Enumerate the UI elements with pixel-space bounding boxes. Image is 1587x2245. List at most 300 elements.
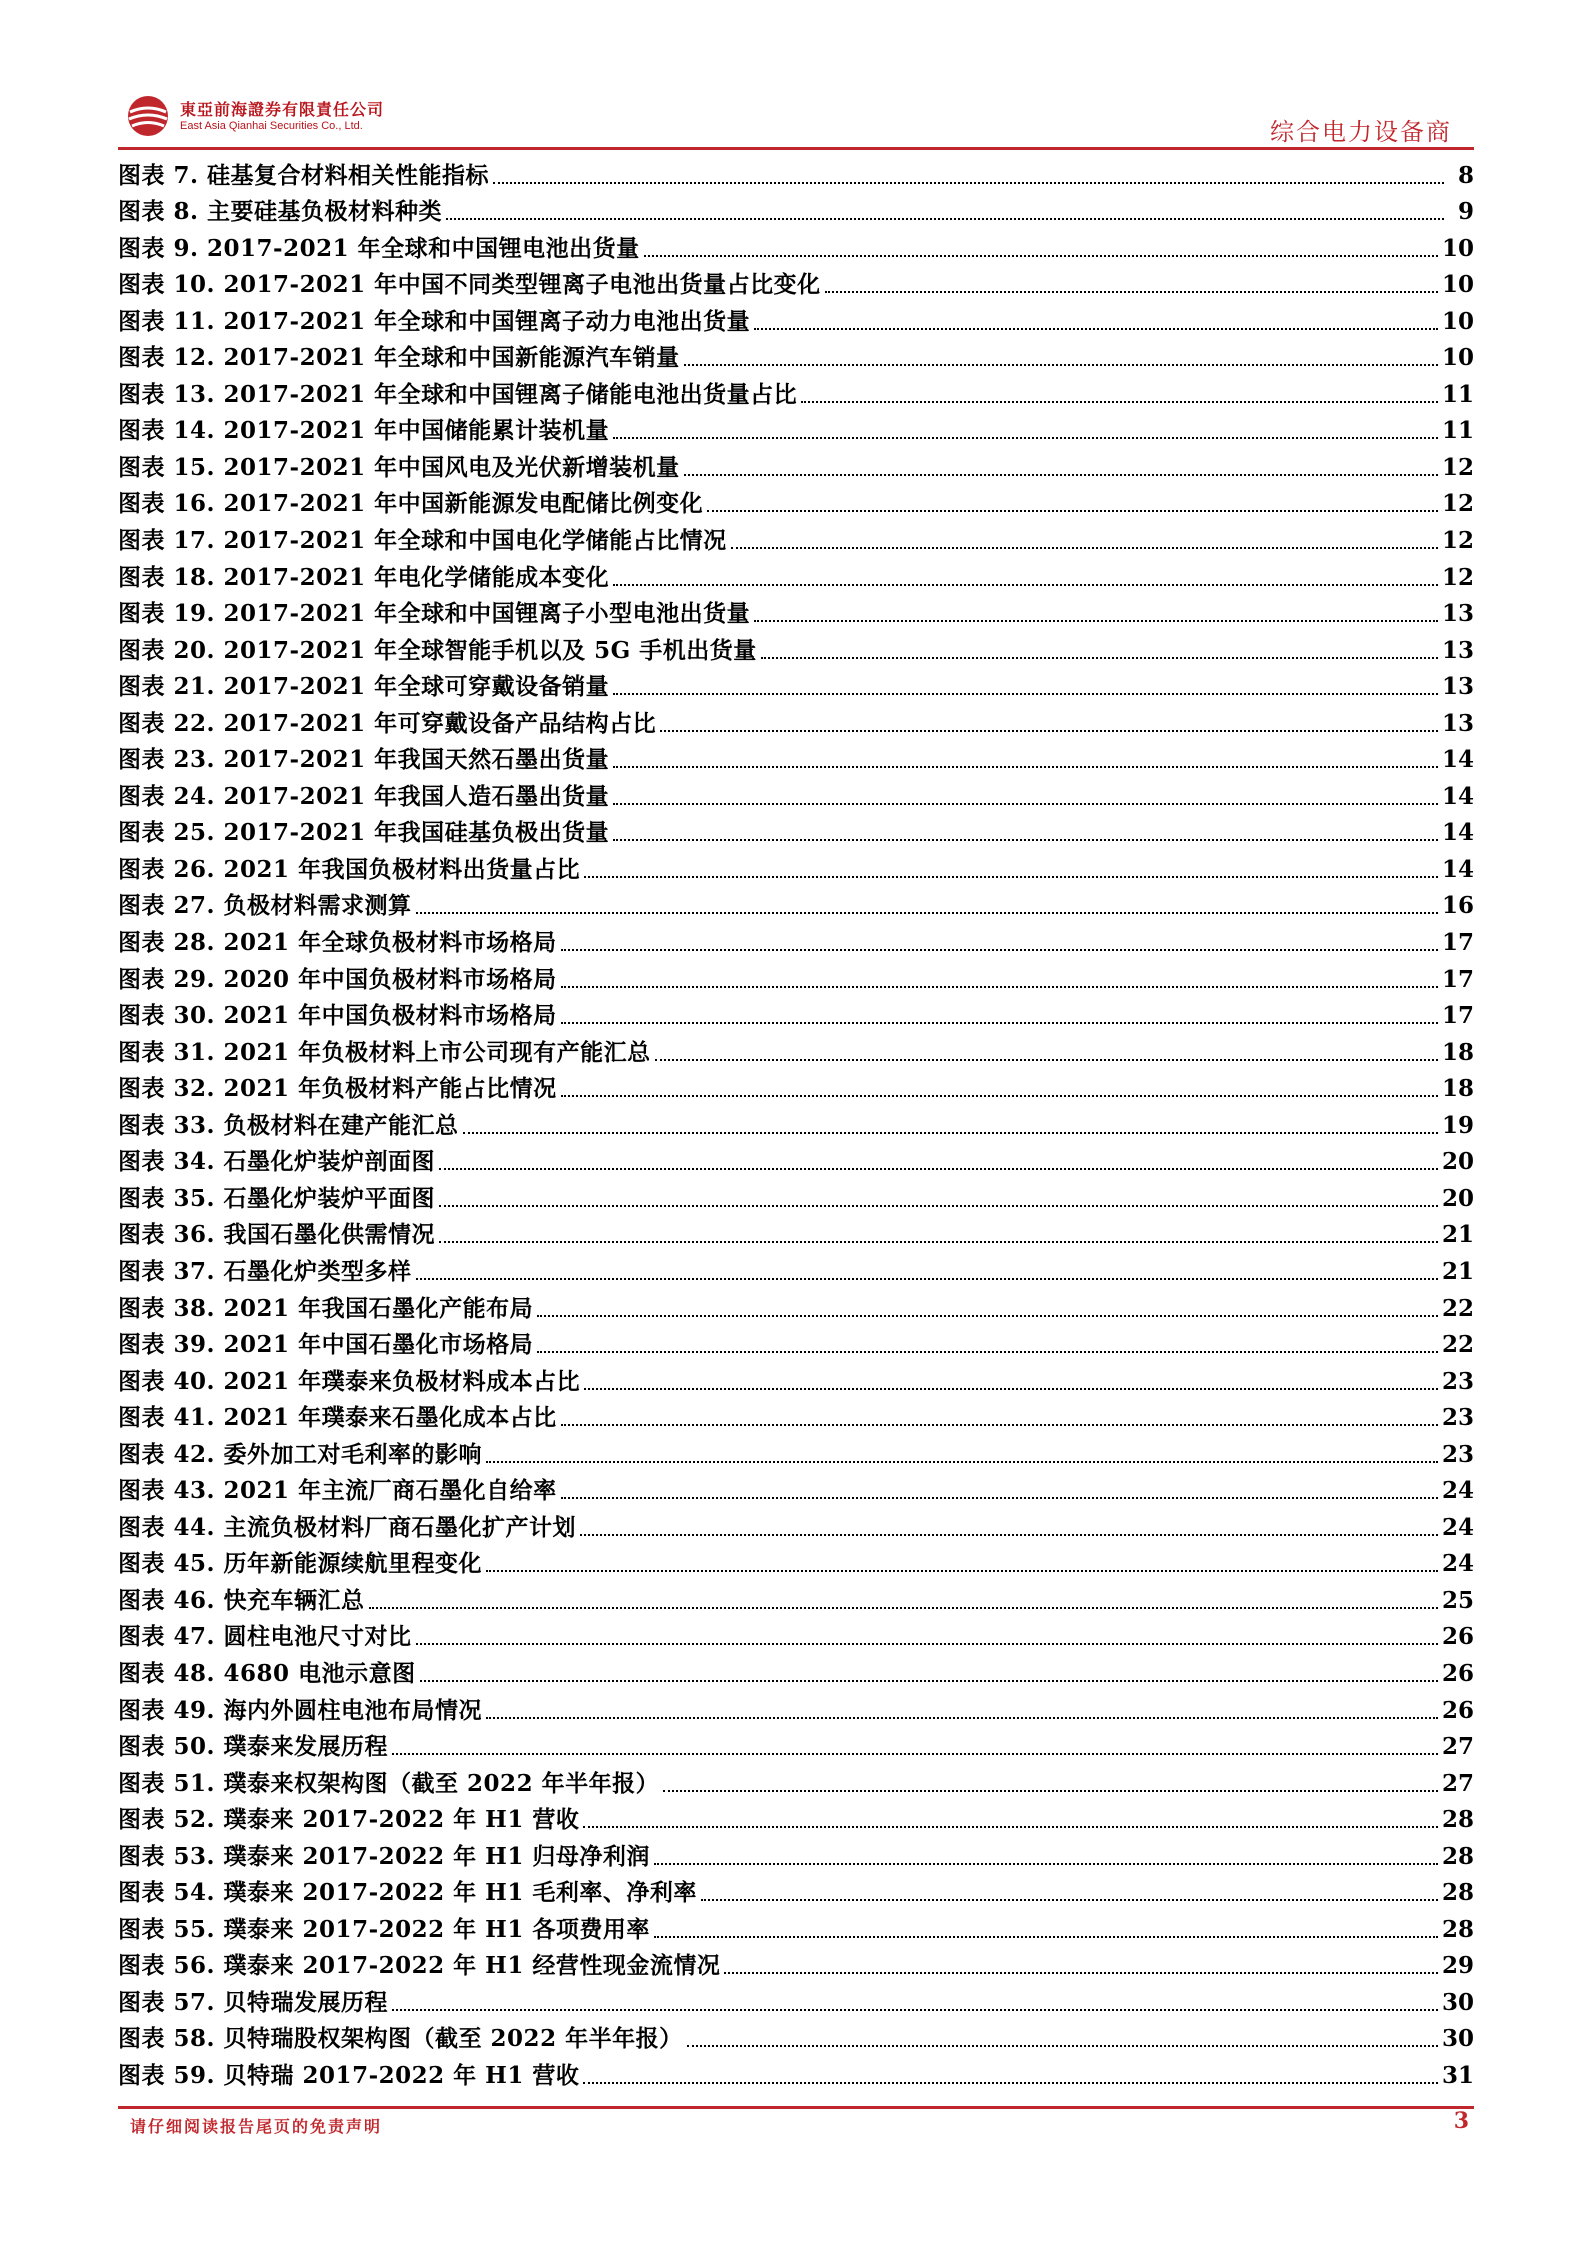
toc-leader-dots xyxy=(655,1059,1438,1061)
toc-entry-page: 12 xyxy=(1441,490,1474,518)
toc-entry-label: 图表 7. xyxy=(118,161,199,189)
header-divider xyxy=(118,147,1474,150)
toc-entry[interactable] xyxy=(118,446,1474,483)
toc-leader-dots xyxy=(707,510,1438,512)
toc-entry-page: 10 xyxy=(1441,234,1474,262)
toc-entry-title xyxy=(118,1440,483,1470)
toc-entry[interactable] xyxy=(118,337,1474,374)
toc-leader-dots xyxy=(486,1461,1438,1463)
toc-entry-text: 海内外圆柱电池布局情况 xyxy=(223,1696,483,1724)
toc-entry-title xyxy=(118,602,750,629)
toc-entry[interactable] xyxy=(118,1324,1474,1361)
toc-entry-page: 23 xyxy=(1441,1367,1474,1395)
page-header xyxy=(118,90,1474,150)
toc-leader-dots xyxy=(801,401,1438,403)
toc-entry-label: 图表 12. xyxy=(118,344,216,372)
toc-entry-text: 2021 年主流厂商石墨化自给率 xyxy=(223,1477,557,1505)
toc-entry-title xyxy=(118,380,798,410)
toc-entry-label: 图表 40. xyxy=(118,1367,216,1395)
toc-entry-label: 图表 50. xyxy=(118,1733,216,1761)
toc-entry[interactable] xyxy=(118,1360,1474,1397)
toc-entry-title xyxy=(118,965,557,995)
toc-entry-text: 2021 年我国负极材料出货量占比 xyxy=(223,855,581,883)
toc-leader-dots xyxy=(537,1315,1438,1317)
toc-entry-text: 贝特瑞股权架构图（截至 2022 年半年报） xyxy=(223,2025,683,2053)
toc-entry-label: 图表 45. xyxy=(118,1550,216,1578)
toc-entry-text: 主流负极材料厂商石墨化扩产计划 xyxy=(223,1513,577,1541)
toc-entry-text: 2021 年璞泰来负极材料成本占比 xyxy=(223,1367,581,1395)
toc-entry-title xyxy=(118,1769,660,1799)
toc-entry[interactable] xyxy=(118,848,1474,885)
toc-entry-title xyxy=(118,419,609,446)
page-number: 3 xyxy=(1453,2108,1469,2134)
toc-leader-dots xyxy=(613,584,1438,586)
toc-entry-title xyxy=(118,1150,435,1177)
toc-entry-page: 18 xyxy=(1441,1038,1474,1066)
toc-entry[interactable] xyxy=(118,1835,1474,1872)
toc-entry-label: 图表 14. xyxy=(118,417,216,445)
toc-entry-page: 12 xyxy=(1441,527,1474,555)
toc-entry-page: 16 xyxy=(1441,892,1474,920)
toc-leader-dots xyxy=(583,1826,1438,1828)
toc-entry-label: 图表 32. xyxy=(118,1075,216,1103)
toc-entry[interactable] xyxy=(118,1250,1474,1287)
toc-entry[interactable] xyxy=(118,483,1474,520)
toc-leader-dots xyxy=(561,1095,1438,1097)
toc-leader-dots xyxy=(654,1936,1438,1938)
toc-entry-text: 2021 年中国石墨化市场格局 xyxy=(223,1331,534,1359)
toc-entry-title xyxy=(118,1406,557,1433)
toc-entry-page: 13 xyxy=(1441,673,1474,701)
toc-entry-text: 负极材料在建产能汇总 xyxy=(223,1111,459,1139)
toc-entry-title xyxy=(118,1257,412,1287)
toc-entry-page: 13 xyxy=(1441,709,1474,737)
toc-entry-page: 30 xyxy=(1441,2025,1474,2053)
toc-leader-dots xyxy=(724,1972,1438,1974)
toc-entry-title xyxy=(118,1111,459,1141)
toc-entry[interactable] xyxy=(118,995,1474,1032)
toc-entry-page: 30 xyxy=(1441,1988,1474,2016)
toc-entry[interactable] xyxy=(118,300,1474,337)
toc-entry-label: 图表 41. xyxy=(118,1404,216,1432)
toc-entry-title xyxy=(118,636,757,666)
toc-entry-title xyxy=(118,1586,365,1616)
toc-entry-title xyxy=(118,894,412,921)
toc-entry[interactable] xyxy=(118,739,1474,776)
toc-entry[interactable] xyxy=(118,1616,1474,1653)
toc-entry-title xyxy=(118,1659,416,1689)
toc-entry-page: 24 xyxy=(1441,1477,1474,1505)
toc-entry-label: 图表 59. xyxy=(118,2061,216,2089)
toc-entry-title xyxy=(118,1294,534,1324)
toc-entry-label: 图表 54. xyxy=(118,1879,216,1907)
toc-entry-label: 图表 34. xyxy=(118,1148,216,1176)
toc-entry-text: 2017-2021 年中国风电及光伏新增装机量 xyxy=(223,453,680,481)
toc-leader-dots xyxy=(416,1643,1438,1645)
toc-leader-dots xyxy=(561,949,1438,951)
toc-entry-title xyxy=(118,346,680,373)
toc-entry-text: 璞泰来 2017-2022 年 H1 归母净利润 xyxy=(223,1842,650,1870)
toc-entry-page: 26 xyxy=(1441,1659,1474,1687)
toc-entry-label: 图表 16. xyxy=(118,490,216,518)
toc-entry-title xyxy=(118,1881,697,1908)
toc-entry-page: 10 xyxy=(1441,271,1474,299)
toc-entry-label: 图表 18. xyxy=(118,563,216,591)
toc-entry-label: 图表 46. xyxy=(118,1586,216,1614)
toc-entry[interactable] xyxy=(118,1543,1474,1580)
toc-leader-dots xyxy=(439,1168,1438,1170)
toc-entry-title xyxy=(118,1367,581,1397)
toc-entry-page: 21 xyxy=(1441,1221,1474,1249)
toc-entry-title xyxy=(118,529,727,556)
toc-leader-dots xyxy=(754,620,1438,622)
toc-entry-page: 28 xyxy=(1441,1842,1474,1870)
toc-entry-label: 图表 51. xyxy=(118,1769,216,1797)
toc-entry-text: 2017-2021 年全球和中国锂离子动力电池出货量 xyxy=(223,307,751,335)
toc-entry-title xyxy=(118,1077,557,1104)
toc-entry-page: 23 xyxy=(1441,1440,1474,1468)
toc-entry-page: 10 xyxy=(1441,307,1474,335)
report-category: 综合电力设备商 xyxy=(1270,118,1452,146)
toc-leader-dots xyxy=(644,255,1438,257)
toc-leader-dots xyxy=(493,182,1444,184)
toc-entry-page: 20 xyxy=(1441,1184,1474,1212)
toc-entry[interactable] xyxy=(118,1579,1474,1616)
toc-entry-page: 29 xyxy=(1441,1952,1474,1980)
toc-entry-page: 22 xyxy=(1441,1294,1474,1322)
toc-entry-title xyxy=(118,1625,412,1652)
toc-entry-label: 图表 28. xyxy=(118,929,216,957)
toc-entry-text: 2017-2021 年我国人造石墨出货量 xyxy=(223,782,610,810)
toc-entry-text: 璞泰来 2017-2022 年 H1 经营性现金流情况 xyxy=(223,1952,721,1980)
toc-leader-dots xyxy=(584,1388,1438,1390)
toc-entry[interactable] xyxy=(118,373,1474,410)
toc-entry-page: 11 xyxy=(1441,380,1474,408)
toc-entry[interactable] xyxy=(118,702,1474,739)
toc-entry-text: 2017-2021 年全球可穿戴设备销量 xyxy=(223,673,610,701)
toc-entry-page: 14 xyxy=(1441,746,1474,774)
toc-entry-text: 2021 年我国石墨化产能布局 xyxy=(223,1294,534,1322)
toc-entry[interactable] xyxy=(118,1689,1474,1726)
toc-entry-page: 24 xyxy=(1441,1513,1474,1541)
toc-entry-title xyxy=(118,1223,435,1250)
toc-entry[interactable] xyxy=(118,1433,1474,1470)
company-name-cn: 東亞前海證券有限責任公司 xyxy=(180,100,385,119)
toc-entry-label: 图表 19. xyxy=(118,600,216,628)
toc-entry-page: 28 xyxy=(1441,1915,1474,1943)
toc-entry-title xyxy=(118,782,610,812)
toc-entry-text: 石墨化炉装炉剖面图 xyxy=(223,1148,436,1176)
toc-entry[interactable] xyxy=(118,410,1474,447)
toc-entry-label: 图表 10. xyxy=(118,271,216,299)
toc-entry-label: 图表 13. xyxy=(118,380,216,408)
toc-entry-page: 14 xyxy=(1441,819,1474,847)
toc-entry-text: 2021 年负极材料上市公司现有产能汇总 xyxy=(223,1038,651,1066)
toc-entry-text: 贝特瑞发展历程 xyxy=(223,1988,389,2016)
toc-entry-text: 2017-2021 年全球和中国锂离子小型电池出货量 xyxy=(223,600,751,628)
toc-entry-title xyxy=(118,273,821,300)
toc-entry-text: 我国石墨化供需情况 xyxy=(223,1221,436,1249)
toc-entry-page: 19 xyxy=(1441,1111,1474,1139)
toc-entry[interactable] xyxy=(118,264,1474,301)
toc-entry-page: 12 xyxy=(1441,453,1474,481)
toc-entry[interactable] xyxy=(118,885,1474,922)
toc-entry-title xyxy=(118,1735,388,1762)
toc-entry-label: 图表 55. xyxy=(118,1915,216,1943)
toc-entry-page: 12 xyxy=(1441,563,1474,591)
toc-entry-text: 2021 年负极材料产能占比情况 xyxy=(223,1075,557,1103)
toc-entry-label: 图表 30. xyxy=(118,1002,216,1030)
toc-entry-title xyxy=(118,1842,650,1872)
toc-leader-dots xyxy=(439,1241,1438,1243)
toc-entry[interactable] xyxy=(118,1287,1474,1324)
toc-entry-label: 图表 20. xyxy=(118,636,216,664)
eaqh-globe-logo-icon xyxy=(126,94,170,138)
toc-entry[interactable] xyxy=(118,1506,1474,1543)
toc-entry-label: 图表 42. xyxy=(118,1440,216,1468)
toc-entry-label: 图表 37. xyxy=(118,1257,216,1285)
toc-entry-text: 2017-2021 年全球和中国新能源汽车销量 xyxy=(223,344,680,372)
toc-entry-page: 20 xyxy=(1441,1148,1474,1176)
toc-leader-dots xyxy=(684,474,1438,476)
toc-entry-text: 贝特瑞 2017-2022 年 H1 营收 xyxy=(223,2061,580,2089)
toc-entry-text: 硅基复合材料相关性能指标 xyxy=(207,161,490,189)
toc-entry[interactable] xyxy=(118,958,1474,995)
toc-entry-text: 历年新能源续航里程变化 xyxy=(223,1550,483,1578)
toc-entry-title xyxy=(118,1954,720,1981)
toc-entry-title xyxy=(118,1513,577,1543)
toc-entry-title xyxy=(118,1696,483,1726)
toc-leader-dots xyxy=(825,291,1438,293)
toc-entry[interactable] xyxy=(118,1031,1474,1068)
toc-entry-page: 28 xyxy=(1441,1879,1474,1907)
toc-entry[interactable] xyxy=(118,1068,1474,1105)
toc-entry[interactable] xyxy=(118,227,1474,264)
toc-leader-dots xyxy=(537,1351,1438,1353)
toc-leader-dots xyxy=(561,986,1438,988)
toc-entry-title xyxy=(118,2061,580,2091)
toc-entry-label: 图表 49. xyxy=(118,1696,216,1724)
disclaimer-notice: 请仔细阅读报告尾页的免责声明 xyxy=(130,2117,383,2136)
toc-entry-label: 图表 43. xyxy=(118,1477,216,1505)
toc-entry[interactable] xyxy=(118,1762,1474,1799)
toc-entry-title xyxy=(118,1479,557,1506)
toc-entry-label: 图表 26. xyxy=(118,855,216,883)
toc-leader-dots xyxy=(613,437,1438,439)
toc-leader-dots xyxy=(660,730,1438,732)
toc-entry-text: 2017-2021 年中国新能源发电配储比例变化 xyxy=(223,490,704,518)
toc-entry-label: 图表 23. xyxy=(118,746,216,774)
toc-entry[interactable] xyxy=(118,1945,1474,1982)
toc-entry-label: 图表 17. xyxy=(118,527,216,555)
toc-leader-dots xyxy=(392,2009,1438,2011)
toc-entry[interactable] xyxy=(118,1981,1474,2018)
toc-leader-dots xyxy=(687,2045,1438,2047)
toc-leader-dots xyxy=(613,766,1438,768)
toc-entry[interactable] xyxy=(118,1177,1474,1214)
toc-entry-page: 26 xyxy=(1441,1696,1474,1724)
toc-entry[interactable] xyxy=(118,1141,1474,1178)
toc-leader-dots xyxy=(392,1753,1438,1755)
toc-entry-page: 14 xyxy=(1441,782,1474,810)
toc-leader-dots xyxy=(684,364,1438,366)
toc-entry-label: 图表 15. xyxy=(118,453,216,481)
toc-entry-text: 璞泰来发展历程 xyxy=(223,1733,389,1761)
toc-entry-title xyxy=(118,709,657,739)
toc-entry-page: 13 xyxy=(1441,600,1474,628)
toc-entry-label: 图表 48. xyxy=(118,1659,216,1687)
toc-entry[interactable] xyxy=(118,666,1474,703)
toc-leader-dots xyxy=(463,1132,1438,1134)
toc-entry-page: 24 xyxy=(1441,1550,1474,1578)
toc-entry[interactable] xyxy=(118,2018,1474,2055)
toc-entry-label: 图表 35. xyxy=(118,1184,216,1212)
toc-entry-text: 2021 年璞泰来石墨化成本占比 xyxy=(223,1404,557,1432)
toc-entry[interactable] xyxy=(118,1726,1474,1763)
toc-entry-label: 图表 25. xyxy=(118,819,216,847)
toc-entry-text: 2017-2021 年可穿戴设备产品结构占比 xyxy=(223,709,657,737)
toc-leader-dots xyxy=(663,1790,1438,1792)
toc-entry[interactable] xyxy=(118,1104,1474,1141)
toc-entry-page: 17 xyxy=(1441,929,1474,957)
toc-entry-text: 2017-2021 年我国硅基负极出货量 xyxy=(223,819,610,847)
toc-entry-text: 2017-2021 年电化学储能成本变化 xyxy=(223,563,610,591)
toc-leader-dots xyxy=(701,1899,1438,1901)
toc-entry[interactable] xyxy=(118,1470,1474,1507)
toc-leader-dots xyxy=(654,1863,1438,1865)
toc-entry-text: 璞泰来 2017-2022 年 H1 毛利率、净利率 xyxy=(223,1879,697,1907)
toc-entry-title xyxy=(118,1184,436,1214)
toc-leader-dots xyxy=(420,1680,1438,1682)
toc-entry-page: 13 xyxy=(1441,636,1474,664)
toc-entry-text: 快充车辆汇总 xyxy=(223,1586,365,1614)
toc-entry-label: 图表 36. xyxy=(118,1221,216,1249)
toc-entry-page: 25 xyxy=(1441,1586,1474,1614)
toc-leader-dots xyxy=(761,657,1438,659)
toc-entry[interactable] xyxy=(118,519,1474,556)
toc-entry-page: 8 xyxy=(1457,161,1474,189)
toc-entry-label: 图表 47. xyxy=(118,1623,216,1651)
toc-leader-dots xyxy=(416,912,1438,914)
toc-entry-title xyxy=(118,2027,683,2054)
toc-entry-label: 图表 27. xyxy=(118,892,216,920)
toc-entry-page: 27 xyxy=(1441,1769,1474,1797)
toc-entry-label: 图表 29. xyxy=(118,965,216,993)
toc-entry-page: 10 xyxy=(1441,344,1474,372)
toc-entry-label: 图表 58. xyxy=(118,2025,216,2053)
toc-entry-text: 2020 年中国负极材料市场格局 xyxy=(223,965,557,993)
toc-entry-page: 27 xyxy=(1441,1733,1474,1761)
toc-entry-text: 2017-2021 年中国储能累计装机量 xyxy=(223,417,610,445)
toc-leader-dots xyxy=(561,1497,1438,1499)
toc-leader-dots xyxy=(584,876,1438,878)
toc-entry[interactable] xyxy=(118,812,1474,849)
toc-entry-title xyxy=(118,307,751,337)
toc-entry-text: 2017-2021 年全球和中国锂电池出货量 xyxy=(207,234,640,262)
toc-entry-page: 26 xyxy=(1441,1623,1474,1651)
toc-entry-label: 图表 56. xyxy=(118,1952,216,1980)
toc-entry-title xyxy=(118,1988,389,2018)
toc-entry-title xyxy=(118,675,609,702)
footer-divider xyxy=(118,2106,1474,2109)
toc-entry[interactable] xyxy=(118,775,1474,812)
toc-entry-text: 2017-2021 年中国不同类型锂离子电池出货量占比变化 xyxy=(223,271,821,299)
toc-entry-text: 2021 年中国负极材料市场格局 xyxy=(223,1002,557,1030)
toc-entry-title xyxy=(118,234,640,264)
toc-entry-label: 图表 8. xyxy=(118,198,199,226)
toc-entry[interactable] xyxy=(118,2054,1474,2091)
toc-entry[interactable] xyxy=(118,1652,1474,1689)
toc-leader-dots xyxy=(580,1534,1438,1536)
toc-entry-title xyxy=(118,821,609,848)
toc-leader-dots xyxy=(561,1424,1438,1426)
company-name-en: East Asia Qianhai Securities Co., Ltd. xyxy=(180,120,363,132)
toc-entry-title xyxy=(118,453,680,483)
toc-entry-title xyxy=(118,855,581,885)
toc-entry-label: 图表 44. xyxy=(118,1513,216,1541)
toc-entry-page: 28 xyxy=(1441,1806,1474,1834)
toc-entry[interactable] xyxy=(118,1214,1474,1251)
toc-leader-dots xyxy=(486,1717,1438,1719)
toc-entry-text: 4680 电池示意图 xyxy=(223,1659,416,1687)
toc-entry[interactable] xyxy=(118,154,1474,191)
toc-entry-title xyxy=(118,1915,650,1945)
toc-entry-title xyxy=(118,1038,651,1068)
toc-entry-text: 石墨化炉类型多样 xyxy=(223,1257,412,1285)
table-of-figures xyxy=(118,154,1474,2091)
toc-entry[interactable] xyxy=(118,1397,1474,1434)
toc-entry-text: 2017-2021 年我国天然石墨出货量 xyxy=(223,746,610,774)
toc-entry[interactable] xyxy=(118,191,1474,228)
toc-entry-text: 2017-2021 年全球和中国锂离子储能电池出货量占比 xyxy=(223,380,798,408)
toc-leader-dots xyxy=(731,547,1438,549)
toc-entry-text: 石墨化炉装炉平面图 xyxy=(223,1184,436,1212)
toc-entry-text: 2017-2021 年全球智能手机以及 5G 手机出货量 xyxy=(223,636,757,664)
toc-entry-page: 18 xyxy=(1441,1075,1474,1103)
toc-entry-title xyxy=(118,492,703,519)
toc-entry-page: 21 xyxy=(1441,1257,1474,1285)
toc-entry[interactable] xyxy=(118,629,1474,666)
toc-leader-dots xyxy=(754,328,1438,330)
toc-leader-dots xyxy=(369,1607,1438,1609)
toc-entry[interactable] xyxy=(118,1872,1474,1909)
toc-entry-title xyxy=(118,1004,557,1031)
toc-entry-page: 17 xyxy=(1441,965,1474,993)
toc-entry-label: 图表 24. xyxy=(118,782,216,810)
toc-entry[interactable] xyxy=(118,593,1474,630)
toc-entry-label: 图表 31. xyxy=(118,1038,216,1066)
toc-entry-title xyxy=(118,1333,533,1360)
toc-entry-text: 负极材料需求测算 xyxy=(223,892,412,920)
toc-entry-label: 图表 39. xyxy=(118,1331,216,1359)
toc-entry[interactable] xyxy=(118,1908,1474,1945)
toc-entry-page: 17 xyxy=(1441,1002,1474,1030)
toc-entry-title xyxy=(118,200,442,227)
toc-entry-label: 图表 38. xyxy=(118,1294,216,1322)
toc-entry-page: 11 xyxy=(1441,417,1474,445)
toc-entry[interactable] xyxy=(118,921,1474,958)
toc-entry-label: 图表 21. xyxy=(118,673,216,701)
toc-entry-text: 璞泰来权架构图（截至 2022 年半年报） xyxy=(223,1769,660,1797)
toc-entry[interactable] xyxy=(118,556,1474,593)
toc-leader-dots xyxy=(583,2082,1438,2084)
toc-leader-dots xyxy=(416,1278,1438,1280)
toc-entry-page: 31 xyxy=(1441,2061,1474,2089)
toc-entry-label: 图表 22. xyxy=(118,709,216,737)
toc-entry-label: 图表 52. xyxy=(118,1806,216,1834)
toc-entry[interactable] xyxy=(118,1799,1474,1836)
toc-entry-text: 委外加工对毛利率的影响 xyxy=(223,1440,483,1468)
